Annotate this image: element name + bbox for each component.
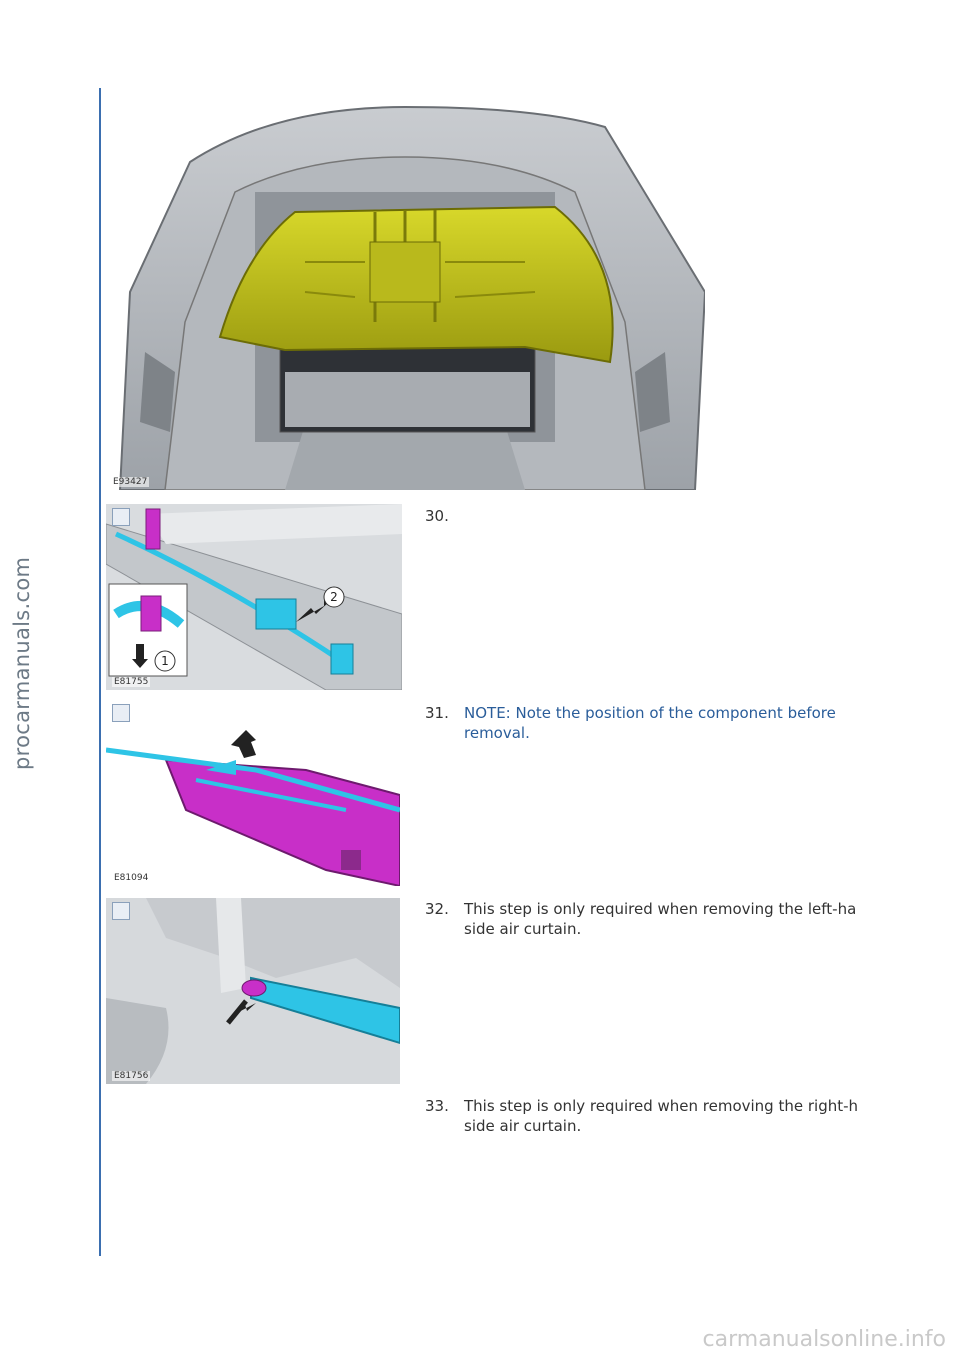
figure-air-curtain-clips: [106, 504, 402, 690]
figure-vehicle-headliner: [105, 92, 705, 490]
step-text-line-2: side air curtain.: [464, 1117, 582, 1135]
vehicle-headliner-illustration: [105, 92, 705, 490]
zoom-magnify-icon[interactable]: [112, 704, 130, 722]
callout-2: 2: [330, 590, 338, 604]
left-hand-pillar-illustration: [106, 898, 400, 1084]
step-note-line-2: removal.: [464, 724, 530, 742]
figure-code: E81094: [114, 873, 149, 883]
margin-rule: [99, 88, 101, 1256]
air-curtain-position-illustration: [106, 700, 400, 886]
step-number: 30.: [425, 507, 449, 525]
step-33: [425, 1096, 873, 1140]
step-number: 33.: [425, 1097, 449, 1115]
figure-left-hand-pillar: [106, 898, 400, 1084]
step-32: [425, 899, 873, 943]
step-number: 32.: [425, 900, 449, 918]
figure-code: E81756: [114, 1071, 149, 1081]
zoom-magnify-icon[interactable]: [112, 508, 130, 526]
step-text-line-1: This step is only required when removing the right-h: [464, 1097, 859, 1115]
step-31: [425, 703, 875, 747]
step-30: [425, 506, 875, 530]
step-text-line-2: side air curtain.: [464, 920, 582, 938]
step-note-line-1: NOTE: Note the position of the component before: [464, 704, 836, 722]
callout-1: 1: [161, 654, 169, 668]
air-curtain-clips-illustration: [106, 504, 402, 690]
step-number: 31.: [425, 704, 449, 722]
figure-air-curtain-position: [106, 700, 400, 886]
step-text-line-1: This step is only required when removing the left-ha: [464, 900, 857, 918]
bottom-watermark: carmanualsonline.info: [702, 1327, 946, 1352]
figure-code: E93427: [113, 477, 148, 487]
side-watermark: procarmanuals.com: [10, 556, 34, 770]
zoom-magnify-icon[interactable]: [112, 902, 130, 920]
figure-code: E81755: [114, 677, 149, 687]
